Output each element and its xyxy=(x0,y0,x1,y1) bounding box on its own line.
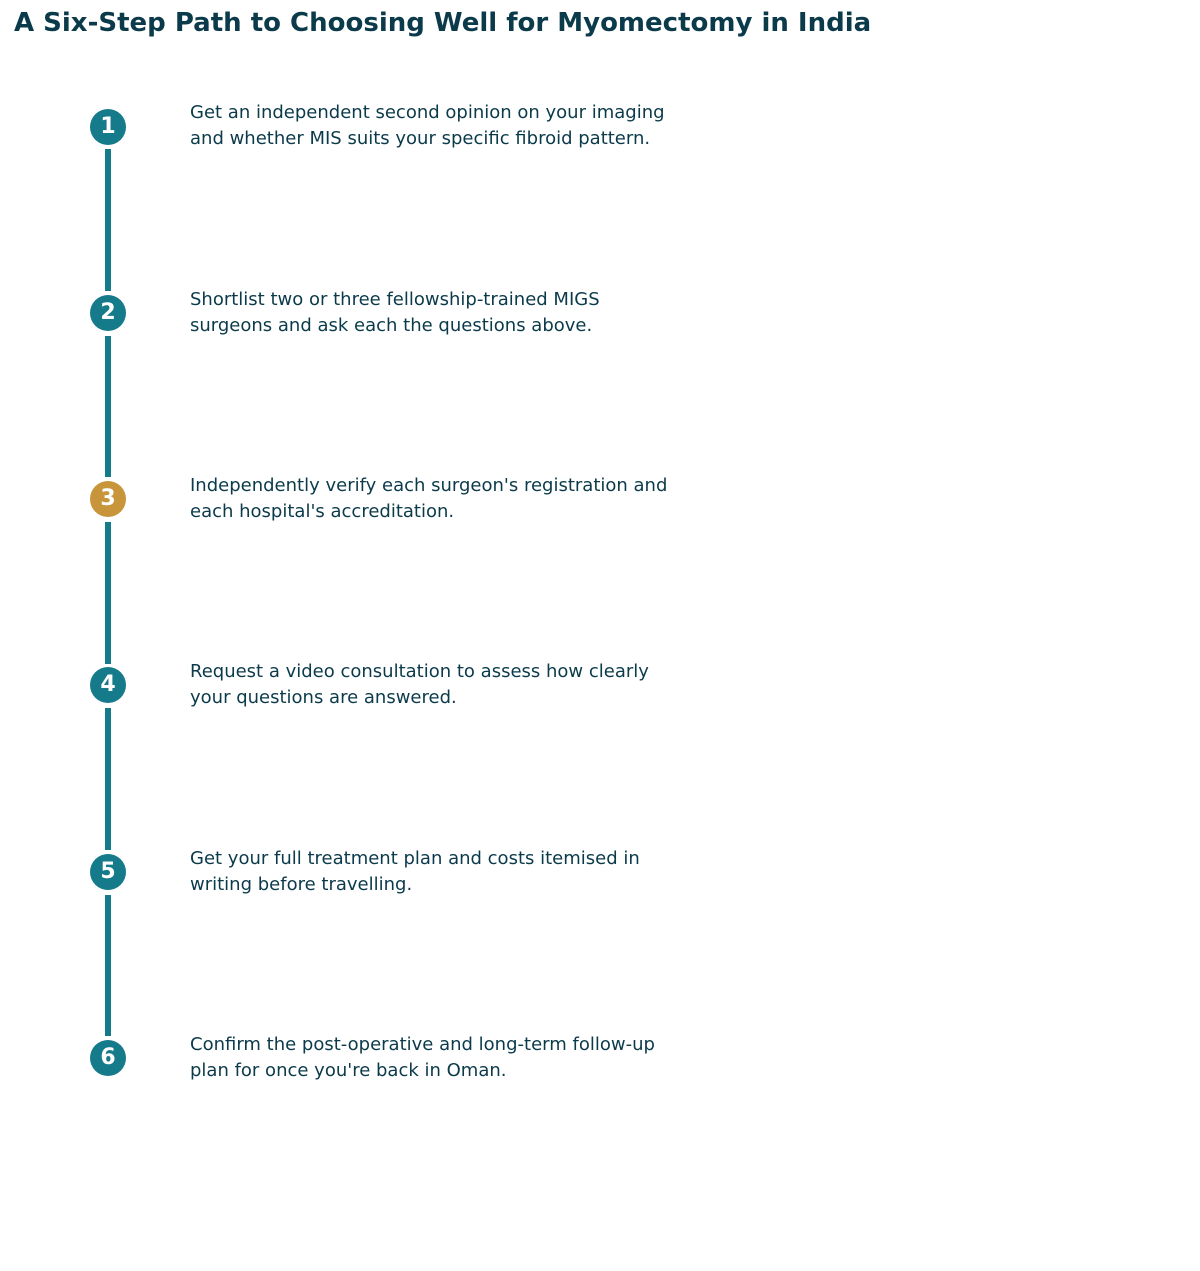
step-text-line: Confirm the post-operative and long-term follow-up xyxy=(190,1034,655,1055)
page-title: A Six-Step Path to Choosing Well for Myomectomy in India xyxy=(14,8,872,38)
step-description xyxy=(190,1032,710,1084)
step-text-line: Independently verify each surgeon's registration and xyxy=(190,475,668,496)
step-description xyxy=(190,100,710,152)
step-number-badge: 2 xyxy=(90,295,126,331)
step-description xyxy=(190,287,710,339)
timeline-connector xyxy=(105,708,111,850)
step-number-badge: 6 xyxy=(90,1040,126,1076)
step-text-line: Shortlist two or three fellowship-trained MIGS xyxy=(190,289,600,310)
timeline-connector xyxy=(105,895,111,1036)
step-description xyxy=(190,846,710,898)
step-number-badge: 1 xyxy=(90,109,126,145)
step-text-line: each hospital's accreditation. xyxy=(190,501,455,522)
step-text-line: Get an independent second opinion on your imaging xyxy=(190,102,665,123)
step-description xyxy=(190,473,710,525)
timeline-connector xyxy=(105,522,111,664)
timeline-connector xyxy=(105,149,111,291)
step-number-badge: 5 xyxy=(90,854,126,890)
step-text-line: Get your full treatment plan and costs itemised in xyxy=(190,848,640,869)
step-description xyxy=(190,659,710,711)
step-text-line: Request a video consultation to assess how clearly xyxy=(190,661,649,682)
step-text-line: writing before travelling. xyxy=(190,874,413,895)
step-text-line: plan for once you're back in Oman. xyxy=(190,1060,507,1081)
step-text-line: your questions are answered. xyxy=(190,687,457,708)
step-number-badge: 4 xyxy=(90,667,126,703)
step-number-badge: 3 xyxy=(90,481,126,517)
step-text-line: and whether MIS suits your specific fibroid pattern. xyxy=(190,128,651,149)
step-text-line: surgeons and ask each the questions above. xyxy=(190,315,593,336)
timeline-connector xyxy=(105,336,111,477)
